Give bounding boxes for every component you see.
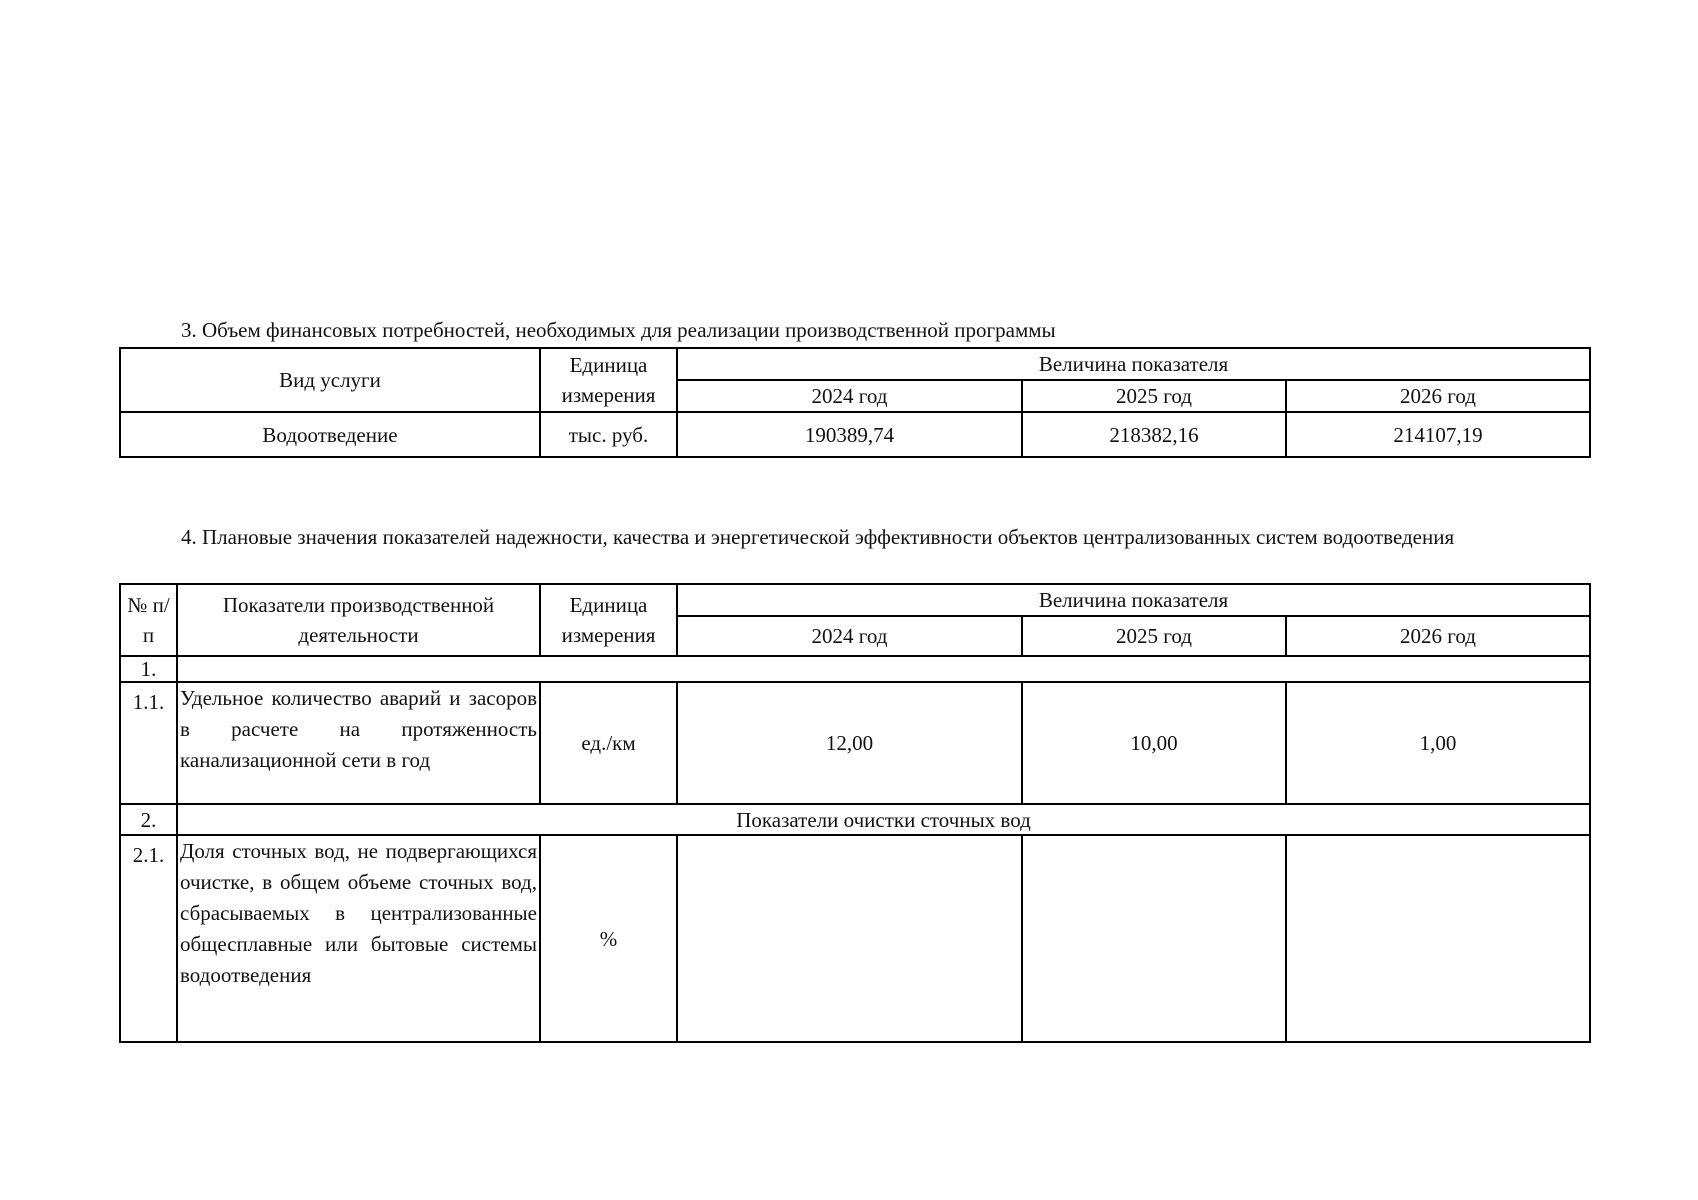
row-num-cell: 2. [120, 804, 177, 835]
section4-caption: 4. Плановые значения показателей надежности, качества и энергетической эффективности объектов централизованных систем водоотведения [181, 525, 1455, 549]
header-year-2025: 2025 год [1022, 616, 1286, 656]
table-row [120, 835, 1590, 1042]
header-value: Величина показателя [677, 584, 1590, 616]
group-title-cell [177, 656, 1590, 682]
value-2024-cell: 190389,74 [677, 412, 1022, 457]
unit-cell: % [540, 835, 677, 1042]
value-2025-cell: 10,00 [1022, 682, 1286, 804]
unit-cell: ед./км [540, 682, 677, 804]
header-indicator: Показатели производственной деятельности [177, 584, 540, 656]
value-2025-cell: 218382,16 [1022, 412, 1286, 457]
header-year-2026: 2026 год [1286, 380, 1590, 412]
reliability-indicators-table [119, 583, 1591, 1043]
header-value: Величина показателя [677, 348, 1590, 380]
header-unit: Единица измерения [540, 584, 677, 656]
group-title-cell: Показатели очистки сточных вод [177, 804, 1590, 835]
header-year-2024: 2024 год [677, 380, 1022, 412]
service-cell: Водоотведение [120, 412, 540, 457]
row-num-cell: 1. [120, 656, 177, 682]
header-year-2024: 2024 год [677, 616, 1022, 656]
header-unit: Единица измерения [540, 348, 677, 412]
value-2025-cell [1022, 835, 1286, 1042]
table-row [120, 804, 1590, 835]
table-row [120, 412, 1590, 457]
value-2026-cell [1286, 835, 1590, 1042]
indicator-cell: Удельное количество аварий и засоров в расчете на протяженность канализационной сети в год [177, 682, 540, 804]
financial-needs-table [119, 347, 1591, 458]
header-service: Вид услуги [120, 348, 540, 412]
table-row [120, 682, 1590, 804]
section3-caption: 3. Объем финансовых потребностей, необходимых для реализации производственной программы [181, 318, 1056, 342]
row-num-cell: 1.1. [120, 682, 177, 804]
header-year-2025: 2025 год [1022, 380, 1286, 412]
value-2024-cell [677, 835, 1022, 1042]
header-year-2026: 2026 год [1286, 616, 1590, 656]
value-2026-cell: 214107,19 [1286, 412, 1590, 457]
table-row [120, 656, 1590, 682]
row-num-cell: 2.1. [120, 835, 177, 1042]
unit-cell: тыс. руб. [540, 412, 677, 457]
header-num: № п/п [120, 584, 177, 656]
value-2026-cell: 1,00 [1286, 682, 1590, 804]
indicator-cell: Доля сточных вод, не подвергающихся очистке, в общем объеме сточных вод, сбрасываемых в централизованные общесплавные или бытовые системы водоотведения [177, 835, 540, 1042]
value-2024-cell: 12,00 [677, 682, 1022, 804]
